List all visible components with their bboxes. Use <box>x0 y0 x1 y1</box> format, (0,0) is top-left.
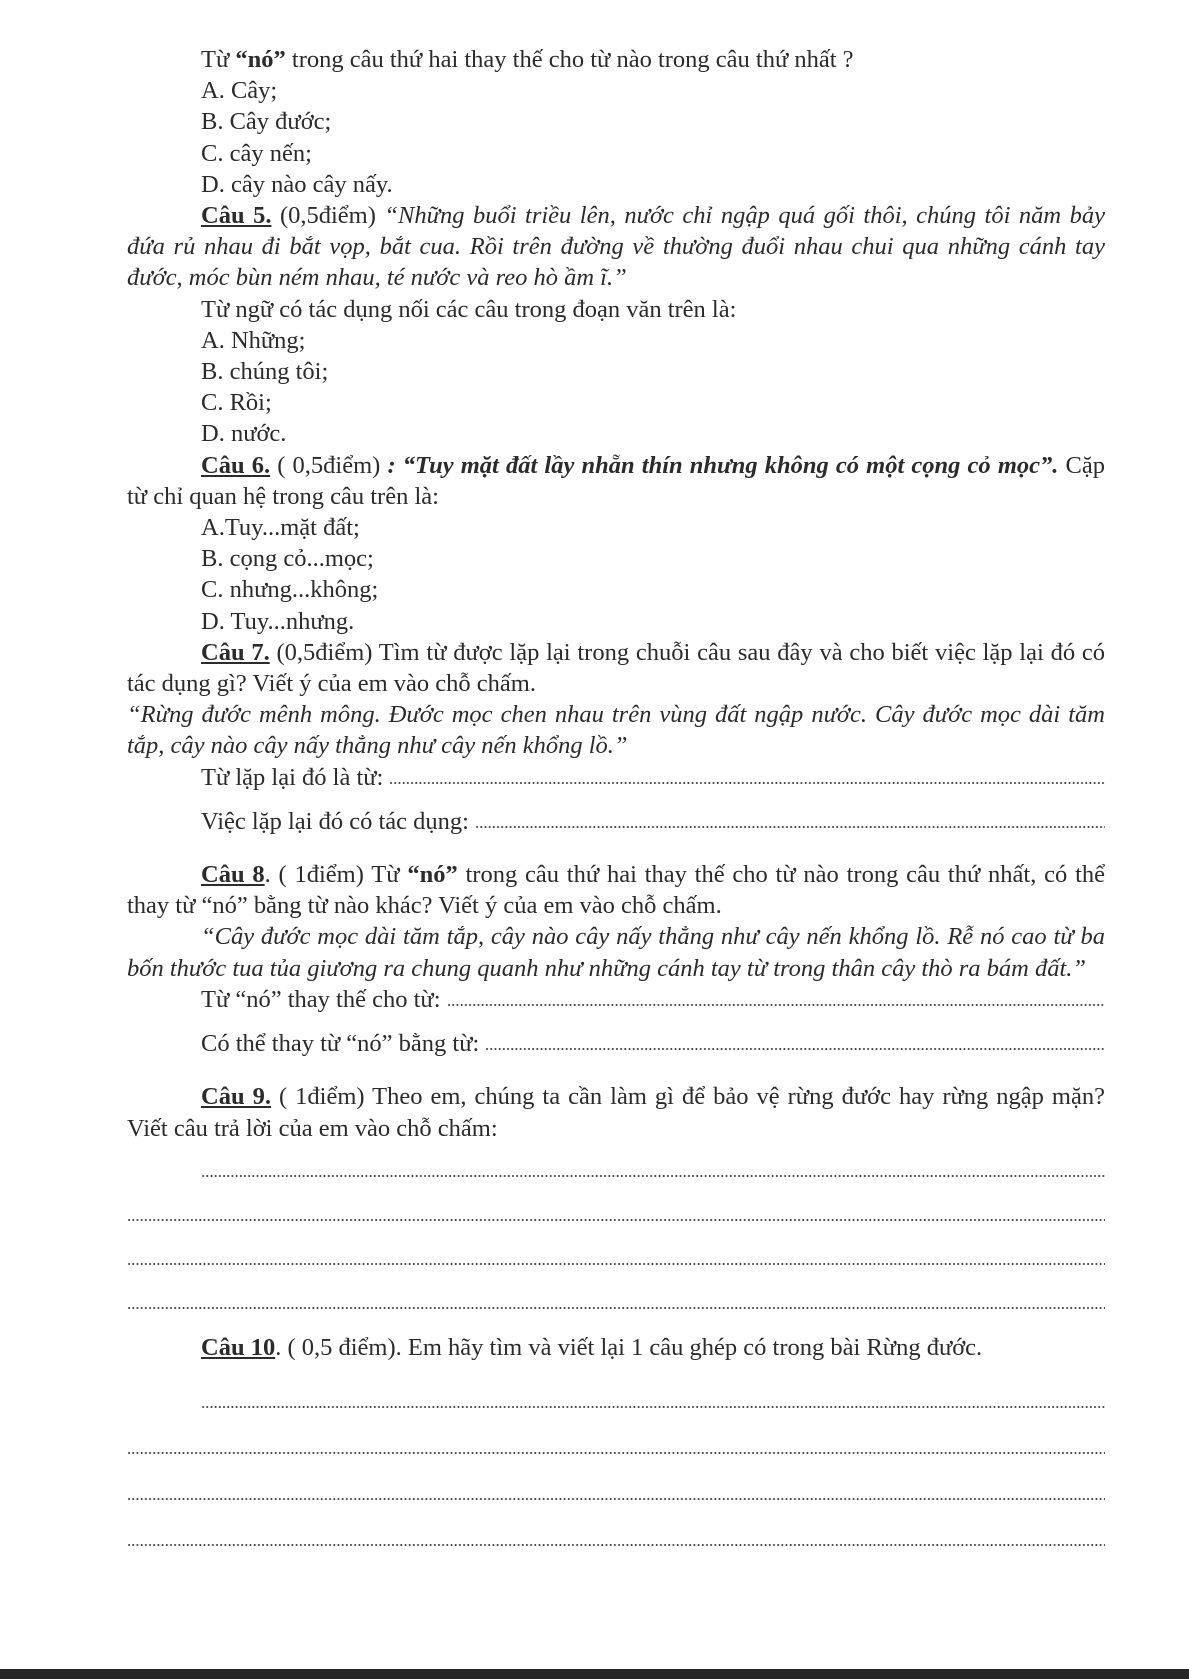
q10-answer-line-3[interactable] <box>127 1455 1105 1501</box>
q8-fill-replaced: Từ “nó” thay thế cho từ: <box>127 984 1105 1015</box>
q7-header: Câu 7. (0,5điểm) Tìm từ được lặp lại trong chuỗi câu sau đây và cho biết việc lặp lại đó có tác dụng gì? Viết ý của em vào chỗ chấm. <box>127 638 1105 698</box>
q6-header: Câu 6. ( 0,5điểm) : “Tuy mặt đất lầy nhẵn thín nhưng không có một cọng cỏ mọc”. Cặp từ chỉ quan hệ trong câu trên là: <box>127 451 1106 510</box>
q7-fill-effect: Việc lặp lại đó có tác dụng: <box>127 806 1105 837</box>
q6-option-a: A.Tuy...mặt đất; <box>201 514 360 542</box>
q5-option-a: A. Những; <box>201 326 306 354</box>
q9-answer-line-1[interactable] <box>127 1144 1105 1178</box>
scan-edge-bar <box>0 1669 1189 1679</box>
q8-number: Câu 8 <box>201 861 265 889</box>
q5-quote: “Những buổi triều lên, nước chỉ ngập quá gối thôi, chúng tôi năm bảy đứa rủ nhau đi bắt vọp, bắt cua. Rồi trên đường về thường đuổi nhau chui qua những cánh tay đước, móc bùn ném nhau, té nước và reo hò ầm ĩ.” <box>127 202 1105 292</box>
q10-answer-line-4[interactable] <box>127 1501 1105 1547</box>
q6-option-d: D. Tuy...nhưng. <box>201 607 355 635</box>
q9-number: Câu 9. <box>201 1083 271 1111</box>
q6-quote: : “Tuy mặt đất lầy nhẵn thín nhưng không có một cọng cỏ mọc”. <box>387 451 1059 479</box>
q10-answer-line-1[interactable] <box>127 1363 1105 1409</box>
q4-option-a: A. Cây; <box>201 77 278 105</box>
q4-option-c: C. cây nến; <box>201 139 312 167</box>
q8-fill-alternative: Có thể thay từ “nó” bằng từ: <box>127 1028 1105 1059</box>
q9-answer-line-3[interactable] <box>127 1222 1105 1266</box>
q7-answer-line-1[interactable] <box>389 781 1105 785</box>
q10-answer-line-2[interactable] <box>127 1409 1105 1455</box>
q7-answer-line-2[interactable] <box>475 825 1105 829</box>
q8-answer-line-2[interactable] <box>485 1047 1105 1051</box>
q9-answer-line-2[interactable] <box>127 1178 1105 1222</box>
q7-fill-word: Từ lặp lại đó là từ: <box>127 762 1105 793</box>
q8-answer-line-1[interactable] <box>447 1003 1106 1007</box>
q4-option-b: B. Cây đước; <box>201 108 332 136</box>
q6-number: Câu 6. <box>201 451 271 479</box>
q8-header: Câu 8. ( 1điểm) Từ “nó” trong câu thứ hai thay thế cho từ nào trong câu thứ nhất, có thể thay từ “nó” bằng từ nào khác? Viết ý của em vào chỗ chấm. <box>127 861 1105 920</box>
q5-header: Câu 5. (0,5điểm) “Những buổi triều lên, nước chỉ ngập quá gối thôi, chúng tôi năm bảy đứa rủ nhau đi bắt vọp, bắt cua. Rồi trên đường về thường đuổi nhau chui qua những cánh tay đước, móc bùn ném nhau, té nước và reo hò ầm ĩ.” <box>127 202 1105 292</box>
worksheet-content <box>127 44 1105 1547</box>
q7-quote: “Rừng đước mênh mông. Đước mọc chen nhau trên vùng đất ngập nước. Cây đước mọc dài tăm tắp, cây nào cây nấy thẳng như cây nến khổng lồ.” <box>127 701 1105 760</box>
q4-stem: Từ “nó” trong câu thứ hai thay thế cho từ nào trong câu thứ nhất ? <box>201 46 854 73</box>
q5-option-b: B. chúng tôi; <box>201 358 329 386</box>
q8-quote: “Cây đước mọc dài tăm tắp, cây nào cây nấy thẳng như cây nến khổng lồ. Rễ nó cao từ ba bốn thước tua tủa giương ra chung quanh như những cánh tay từ trong thân cây thò ra bám đất.” <box>127 923 1105 982</box>
q5-number: Câu 5. <box>201 202 272 230</box>
q10-header: Câu 10. ( 0,5 điểm). Em hãy tìm và viết lại 1 câu ghép có trong bài Rừng đước. <box>201 1333 983 1361</box>
q9-header: Câu 9. ( 1điểm) Theo em, chúng ta cần làm gì để bảo vệ rừng đước hay rừng ngập mặn? Viết câu trả lời của em vào chỗ chấm: <box>127 1083 1105 1142</box>
q5-option-c: C. Rồi; <box>201 389 272 417</box>
q10-number: Câu 10 <box>201 1333 276 1361</box>
q6-option-c: C. nhưng...không; <box>201 576 379 604</box>
q6-option-b: B. cọng cỏ...mọc; <box>201 545 374 573</box>
q9-answer-line-4[interactable] <box>127 1266 1105 1310</box>
q5-option-d: D. nước. <box>201 420 287 448</box>
q4-option-d: D. cây nào cây nấy. <box>201 170 393 198</box>
q7-number: Câu 7. <box>201 638 270 666</box>
q5-prompt: Từ ngữ có tác dụng nối các câu trong đoạn văn trên là: <box>201 295 737 323</box>
